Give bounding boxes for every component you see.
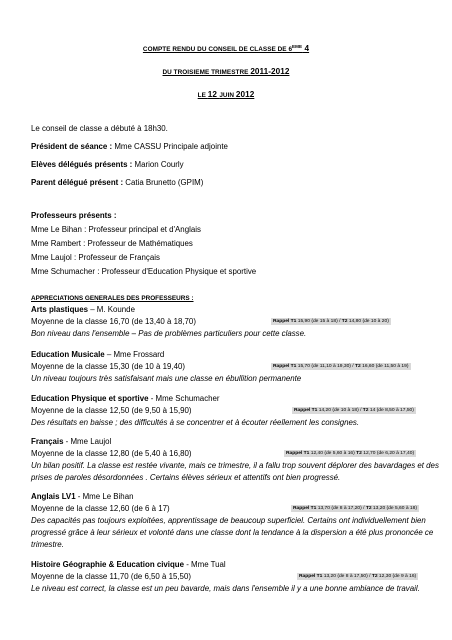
rappel-t2-value: 14 (de 8,50 à 17,50) bbox=[368, 408, 414, 413]
subject-name: Education Musicale bbox=[31, 350, 105, 359]
professeur-item: Mme Le Bihan : Professeur principal et d'Anglais bbox=[31, 225, 201, 234]
parent-line bbox=[31, 178, 203, 188]
parent-label: Parent délégué présent : bbox=[31, 178, 124, 187]
professeur-item: Mme Laujol : Professeur de Français bbox=[31, 253, 160, 262]
document-title bbox=[0, 44, 452, 53]
subtitle-year: 2011-2012 bbox=[250, 67, 290, 76]
rappel-t1-value: 13,20 (de 8 à 17,50) / bbox=[322, 574, 372, 579]
subject-teacher: - Mme Laujol bbox=[63, 437, 112, 446]
rappel-t1-label: Rappel T1 bbox=[286, 451, 310, 456]
document-date bbox=[0, 90, 452, 99]
subject-comment: trimestre. bbox=[31, 540, 64, 549]
subject-teacher: – Mme Frossard bbox=[104, 350, 165, 359]
professeur-item: Mme Rambert : Professeur de Mathématiques bbox=[31, 239, 193, 248]
rappel-t1-label: Rappel T1 bbox=[299, 574, 323, 579]
rappel-t1-value: 13,70 (de 8 à 17,20) / bbox=[316, 506, 366, 511]
date-year: 2012 bbox=[235, 90, 255, 99]
rappel-t2-label: T2 bbox=[355, 364, 361, 369]
intro-text: Le conseil de classe a débuté à 18h30. bbox=[31, 124, 168, 133]
subject-teacher: - Mme Tual bbox=[184, 560, 226, 569]
rappel-t2-label: T2 bbox=[362, 408, 369, 413]
subject-comment: prises de paroles désordonnées . Certains élèves sérieux et attentifs ont bien progressé. bbox=[31, 473, 341, 482]
date-prefix: LE bbox=[197, 92, 208, 99]
rappel-t1-value: 15,70 (de 11,10 à 19,30) / bbox=[296, 364, 356, 369]
subject-comment: Des résultats en baisse ; des difficultés à se concentrer et à écouter réellement les consignes. bbox=[31, 418, 360, 427]
rappel-t2-value: 12,70 (de 6,20 à 17,40) bbox=[361, 451, 415, 456]
subject-heading bbox=[31, 560, 226, 570]
subject-heading bbox=[31, 305, 135, 315]
title-class-number: 4 bbox=[302, 44, 310, 54]
president-value: Mme CASSU Principale adjointe bbox=[112, 142, 228, 151]
eleves-label: Elèves délégués présents : bbox=[31, 160, 133, 169]
rappel-box bbox=[284, 450, 416, 457]
rappel-t2-value: 14,80 (de 10 à 20) bbox=[347, 319, 389, 324]
subject-name: Arts plastiques bbox=[31, 305, 89, 314]
subject-name: Français bbox=[31, 437, 64, 446]
title-superscript: EME bbox=[292, 44, 303, 49]
rappel-t2-label: T2 bbox=[365, 506, 372, 511]
subtitle-text: DU TROISIEME TRIMESTRE bbox=[162, 69, 251, 76]
subject-comment: Des capacités pas toujours exploitées, apprentissage de beaucoup superficiel. Certains ont individuellement bien bbox=[31, 516, 426, 525]
subject-comment: progressé grâce à leur sérieux et volonté dans une classe dont la tendance à la dispersion a été plus prononcée ce bbox=[31, 528, 434, 537]
rappel-box bbox=[297, 573, 418, 580]
subject-name: Anglais LV1 bbox=[31, 492, 76, 501]
subject-heading bbox=[31, 492, 133, 502]
subject-moyenne: Moyenne de la classe 12,60 (de 6 à 17) bbox=[31, 504, 170, 513]
subject-comment: Le niveau est correct, la classe est un peu bavarde, mais dans l'ensemble il y a une bonne ambiance de travail. bbox=[31, 584, 420, 593]
subject-name: Education Physique et sportive bbox=[31, 394, 149, 403]
rappel-box bbox=[292, 407, 416, 414]
subject-teacher: - Mme Le Bihan bbox=[75, 492, 134, 501]
date-day: 12 bbox=[207, 90, 220, 99]
rappel-t2-label: T2 bbox=[341, 319, 348, 324]
rappel-t2-label: T2 bbox=[371, 574, 378, 579]
subject-moyenne: Moyenne de la classe 15,30 (de 10 à 19,40) bbox=[31, 362, 185, 371]
rappel-box bbox=[291, 505, 419, 512]
subject-name: Histoire Géographie & Education civique bbox=[31, 560, 185, 569]
president-line bbox=[31, 142, 228, 152]
rappel-t2-label: T2 bbox=[356, 451, 362, 456]
subject-teacher: - Mme Schumacher bbox=[148, 394, 220, 403]
eleves-value: Marion Courly bbox=[132, 160, 184, 169]
professeurs-label: Professeurs présents : bbox=[31, 211, 117, 220]
subject-moyenne: Moyenne de la classe 12,50 (de 9,50 à 15,90) bbox=[31, 406, 192, 415]
rappel-t1-value: 14,20 (de 10 à 18) / bbox=[317, 408, 363, 413]
rappel-box bbox=[271, 318, 391, 325]
rappel-t2-value: 16,60 (de 11,50 à 19) bbox=[360, 364, 409, 369]
rappel-t1-label: Rappel T1 bbox=[273, 364, 297, 369]
rappel-t1-label: Rappel T1 bbox=[293, 506, 317, 511]
parent-value: Catia Brunetto (GPIM) bbox=[123, 178, 204, 187]
professeur-item: Mme Schumacher : Professeur d'Education Physique et sportive bbox=[31, 267, 257, 276]
rappel-box bbox=[271, 363, 411, 370]
subject-heading bbox=[31, 350, 164, 360]
subject-comment: Un niveau toujours très satisfaisant mais une classe en ébullition permanente bbox=[31, 374, 302, 383]
rappel-t1-label: Rappel T1 bbox=[273, 319, 297, 324]
president-label: Président de séance : bbox=[31, 142, 113, 151]
subject-moyenne: Moyenne de la classe 11,70 (de 6,50 à 15,50) bbox=[31, 572, 191, 581]
subject-comment: Bon niveau dans l'ensemble – Pas de problèmes particuliers pour cette classe. bbox=[31, 329, 307, 338]
date-month: JUIN bbox=[219, 92, 236, 99]
eleves-line bbox=[31, 160, 184, 170]
subject-moyenne: Moyenne de la classe 16,70 (de 13,40 à 18,70) bbox=[31, 317, 196, 326]
subject-comment: Un bilan positif. La classe est restée vivante, mais ce trimestre, il a fallu trop souvent déplorer des bavardages et des bbox=[31, 461, 439, 470]
rappel-t2-value: 12,30 (de 9 à 16) bbox=[377, 574, 417, 579]
appreciations-title: APPRECIATIONS GENERALES DES PROFESSEURS : bbox=[31, 295, 194, 302]
subject-moyenne: Moyenne de la classe 12,80 (de 5,40 à 16,80) bbox=[31, 449, 192, 458]
rappel-t1-label: Rappel T1 bbox=[294, 408, 318, 413]
rappel-t1-value: 12,40 (de 5,60 à 16) bbox=[309, 451, 357, 456]
rappel-t1-value: 15,90 (de 15 à 18) / bbox=[296, 319, 342, 324]
subject-heading bbox=[31, 437, 111, 447]
title-text: COMPTE RENDU DU CONSEIL DE CLASSE DE 6 bbox=[142, 46, 293, 54]
subject-teacher: – M. Kounde bbox=[88, 305, 135, 314]
subject-heading bbox=[31, 394, 220, 404]
document-subtitle bbox=[0, 67, 452, 76]
rappel-t2-value: 13,20 (de 5,60 à 18) bbox=[371, 506, 417, 511]
